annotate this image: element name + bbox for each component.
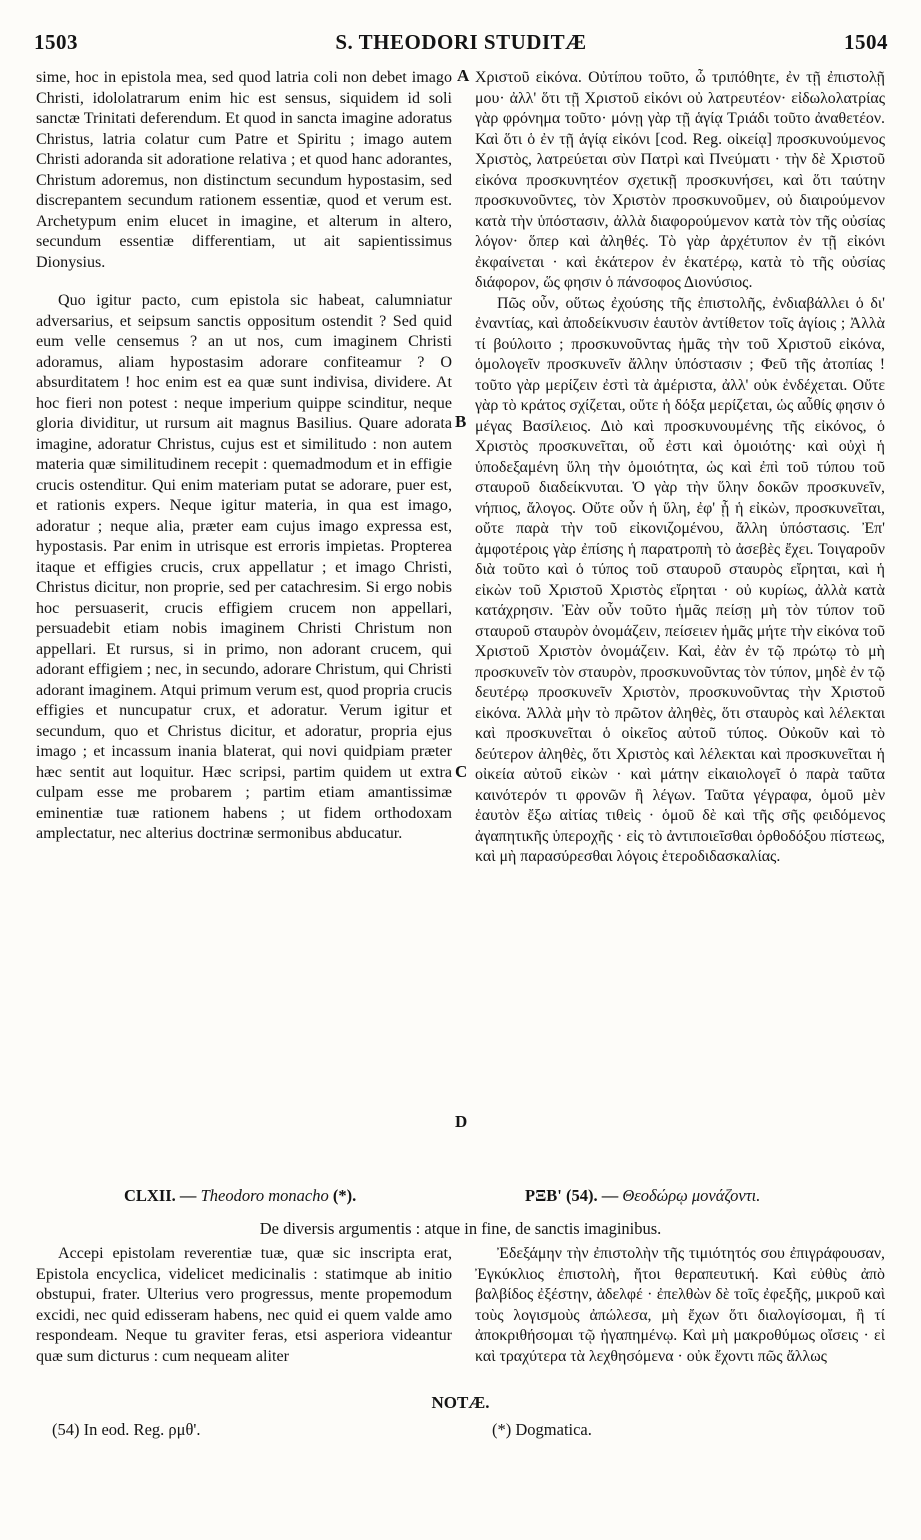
notes-heading: NOTÆ.: [431, 1393, 490, 1412]
running-header: [34, 30, 888, 60]
margin-marker-d: D: [455, 1112, 468, 1131]
section-addressee-greek: Θεοδώρῳ μονάζοντι.: [622, 1186, 761, 1205]
greek-column-top: [475, 68, 885, 868]
margin-marker-c: C: [455, 762, 468, 781]
greek-section-heading: [525, 1186, 760, 1206]
margin-marker-b: B: [455, 412, 467, 431]
page-number-left: 1503: [34, 30, 78, 54]
section-subtitle: De diversis argumentis : atque in fine, de sanctis imaginibus.: [259, 1219, 662, 1238]
page-number-right: 1504: [844, 30, 888, 54]
section-number: CLXII. —: [124, 1186, 197, 1205]
latin-section-heading: [124, 1186, 356, 1206]
footnote-left: (54) In eod. Reg. ρμθ'.: [52, 1420, 201, 1439]
section-note-ref: (*).: [332, 1186, 357, 1205]
margin-marker-a: A: [457, 66, 470, 85]
latin-column-bottom: [36, 1244, 452, 1367]
running-title: S. THEODORI STUDITÆ: [335, 30, 587, 54]
greek-paragraph: Πῶς οὖν, οὕτως ἐχούσης τῆς ἐπιστολῆς, ἐνδιαβάλλει ὁ δι' ἐναντίας, καὶ ἀποδείκνυσιν ἑαυτὸν ἀντίθετον τοῖς ἁγίοις ; Ἀλλὰ τί βούλοιτο ; προσκυνοῦντας ἡμᾶς τὴν τοῦ Χριστοῦ εἰκόνα, ὁμολογεῖν προσκυνεῖν ἄλλην ὑπόστασιν ; Φεῦ τῆς ἀτοπίας ! τοῦτο γὰρ μερίζειν ἐστὶ τὰ ἀμέριστα, ἀλλ' οὐκ ἐνδέχεται. Οὔτε γὰρ τὸ κράτος σχίζεται, οὔτε ἡ δόξα μερίζεται, ὡς αὖθίς φησιν ὁ μέγας Βασίλειος. Διὸ καὶ προσκυνουμένης τῆς εἰκόνος, ὁ Χριστὸς προσκυνεῖται, οὗ ἐστι καὶ ὁμοιότης· καὶ οὐχὶ ἡ ὑποδεξαμένη ὕλη τὴν ὁμοιότητα, ὡς καὶ ἐπὶ τοῦ τύπου τοῦ σταυροῦ διαδείκνυται. Ὁ γὰρ τὴν ὕλην δοκῶν προσκυνεῖν, νήπιος, ἄλογος. Οὔτε οὖν ἡ ὕλη, ἐφ' ᾗ ἡ εἰκὼν, προσκυνεῖται, οὔτε παρὰ τὴν τοῦ εἰκονιζομένου, ἄλλη ὑπόστασις. Ἐπ' ἀμφοτέροις γὰρ ἐπίσης ἡ παρατροπὴ τὸ ἀσεβὲς ἔχει. Τοιγαροῦν διὰ τοῦτο καὶ ὁ τύπος τοῦ σταυροῦ σταυρὸς εἴρηται, καὶ ἡ εἰκὼν τοῦ Χριστοῦ Χριστὸς εἴρηται · οὐ κυρίως, ἀλλὰ κατὰ κατάχρησιν. Ἐὰν οὖν τοῦτο ἡμᾶς πείσῃ μὴ τὸν τύπον τοῦ σταυροῦ σταυρὸν ὀνομάζειν, πείσειεν ἡμᾶς μήτε τὴν εἰκόνα τοῦ Χριστοῦ Χριστὸν ὀνομάζειν. Καὶ, ἐὰν ἐν τῷ πρώτῳ τὸ μὴ προσκυνεῖν τὸν σταυρὸν, προσκυνοῦντας τὸν τύπον, μηδὲ ἐν τῷ δευτέρῳ προσκυνεῖν Χριστὸν, προσκυνοῦντας τὴν Χριστοῦ εἰκόνα. Ἀλλὰ μὴν τὸ πρῶτον ἀληθὲς, ὅτι σταυρὸς καὶ λέλεκται καὶ προσκυνεῖται ὁ οἰκεῖος αὐτοῦ τύπος. Οὐκοῦν καὶ τὸ δεύτερον ἀληθὲς, ὅτι Χριστὸς καὶ λέλεκται καὶ προσκυνεῖται ἡ οἰκεία αὐτοῦ εἰκὼν · καὶ μάτην εἰκαιολογεῖ ὁ παρὰ ταῦτα καινότερόν τι φρονῶν ἢ λέγων. Ταῦτα γέγραφα, ὁμοῦ μὲν ἑαυτὸν ἔξω αἰτίας τιθεὶς · ὁμοῦ δὲ καὶ τῆς σῆς φειδόμενος ἀγαπητικῆς ὑπεροχῆς · εἰς τὸ ἀντιποιεῖσθαι ὀρθοδόξου πίστεως, καὶ μὴ παρασύρεσθαι λόγοις ἑτεροδιδασκαλίας.: [475, 294, 885, 865]
latin-paragraph: Accepi epistolam reverentiæ tuæ, quæ sic inscripta erat, Epistola encyclica, videlicet medicinalis : statimque ab initio obstupui, frater. Ulterius vero progressus, mente propemodum excidi, nec quid edisseram habens, nec quid ei quem valde amo respondeam. Neque tu graviter feras, etsi asperiora videantur quæ sum dicturus : cum nequeam aliter: [36, 1245, 452, 1365]
greek-paragraph: Ἐδεξάμην τὴν ἐπιστολὴν τῆς τιμιότητός σου ἐπιγράφουσαν, Ἐγκύκλιος ἐπιστολὴ, ἤτοι θεραπευτική. Καὶ εὐθὺς ἀπὸ βαλβίδος ἐξέστην, ἀδελφέ · ἐπελθὼν δὲ τοῖς ἐφεξῆς, μικροῦ καὶ τοὺς λογισμοὺς ἀπώλεσα, μὴ ἔχων ὅτι διαλογίσομαι, ἢ τί ἀποκριθήσομαι τῷ ἠγαπημένῳ. Καὶ μὴ μακροθύμως οἴσεις · εἰ καὶ τραχύτερα τὰ λεχθησόμενα · οὐκ ἔχοντι πῶς ἄλλως: [475, 1245, 885, 1365]
latin-paragraph: Quo igitur pacto, cum epistola sic habeat, calumniatur adversarius, et seipsum sanctis oppositum ostendit ? Sed quid eum velle censemus ? an ut nos, cum imaginem Christi adoramus, aliam hypostasim adorare confiteamur ? O absurditatem ! hoc enim est ea quæ sunt indivisa, dividere. At hoc fieri non potest : neque imperium quippe scinditur, neque gloria dividitur, ut rursum ait magnus Basilius. Quare adorata imagine, adoratur Christus, cujus est et similitudo : non autem materia quæ similitudinem recepit : quemadmodum et in effigie crucis ostenditur. Qui enim materiam putat se adorare, puer est, et rationis expers. Neque igitur materia, in qua est imago, adoratur ; neque alia, præter eam cujus imago expressa est, hypostasis. Par enim in utrisque est erroris impietas. Propterea itaque et effigies crucis, crux appellatur ; et imago Christi, Christus dicitur, non proprie, sed per catachresim. Si ergo nobis hoc persuaserit, crucis effigiem crucem non appellari, persuadebit etiam nobis imaginem Christi Christum non appellari. Et rursus, si in primo, non adorant crucem, qui adorant effigiem ; nec, in secundo, adorare Christum, qui Christi adorant imaginem. Atqui primum verum est, quod propria crucis effigies et nuncupatur crux, et adoratur. Verum igitur et secundum, quo et Christus dicitur, et adoratur, propria ejus imago ; et incassum inania blaterat, qui novi quidpiam præter hæc sentit aut loquitur. Hæc scripsi, partim quidem ut extra culpam esse me probarem ; partim etiam amantissimæ eminentiæ tuæ rationem habens ; ut fidem orthodoxam amplectatur, nec alterius doctrinæ sermonibus abducatur.: [36, 292, 452, 842]
footnote-right: (*) Dogmatica.: [492, 1420, 592, 1439]
latin-paragraph: sime, hoc in epistola mea, sed quod latria coli non debet imago Christi, idololatrarum enim hic est sensus, siquidem id soli sanctæ Trinitati deferendum. Et quod in sancta imagine adoratus Christus, latria colatur cum Patre et Spiritu ; imago autem Christi adoranda sit adoratione relativa ; et quod hanc adorantes, Christum adoremus, non distinctum secundum hypostasim, sed discrepantem secundum rationem essentiæ, quod et verum est. Archetypum enim elucet in imagine, et alterum in altero, secundum essentiæ differentiam, ut ait sapientissimus Dionysius.: [36, 69, 452, 271]
section-addressee: Theodoro monacho: [200, 1186, 329, 1205]
section-number-greek: ΡΞΒ' (54). —: [525, 1186, 619, 1205]
greek-paragraph: Χριστοῦ εἰκόνα. Οὐτίπου τοῦτο, ὦ τριπόθητε, ἐν τῇ ἐπιστολῇ μου· ἀλλ' ὅτι τῇ Χριστοῦ εἰκόνι οὐ λατρευτέον· εἰδωλολατρίας γὰρ φρόνημα τοῦτο· μόνῃ γὰρ τῇ ἁγίᾳ Τριάδι τοῦτο ἀναθετέον. Καὶ ὅτι ὁ ἐν τῇ ἁγίᾳ εἰκόνι [cod. Reg. οἰκείᾳ] προσκυνούμενος Χριστὸς, λατρεύεται σὺν Πατρὶ καὶ Πνεύματι · τὴν δὲ Χριστοῦ εἰκόνα προσκυνητέον σχετικῇ προσκυνήσει, καὶ ὅτι ταύτην προσκυνοῦντες, τὸν Χριστὸν προσκυνοῦμεν, οὐ διαιρούμενον κατὰ τὴν ὑπόστασιν, ἀλλὰ διαφορούμενον κατὰ τὸν τῆς οὐσίας λόγον· ὅπερ καὶ ἀληθές. Τὸ γὰρ ἀρχέτυπον ἐν τῇ εἰκόνι ἐκφαίνεται · καὶ ἑκάτερον ἐν ἑκατέρῳ, κατὰ τὸ τῆς οὐσίας διάφορον, ὥς φησιν ὁ πάνσοφος Διονύσιος.: [475, 69, 885, 291]
latin-column-top: [36, 68, 452, 845]
greek-column-bottom: [475, 1244, 885, 1367]
